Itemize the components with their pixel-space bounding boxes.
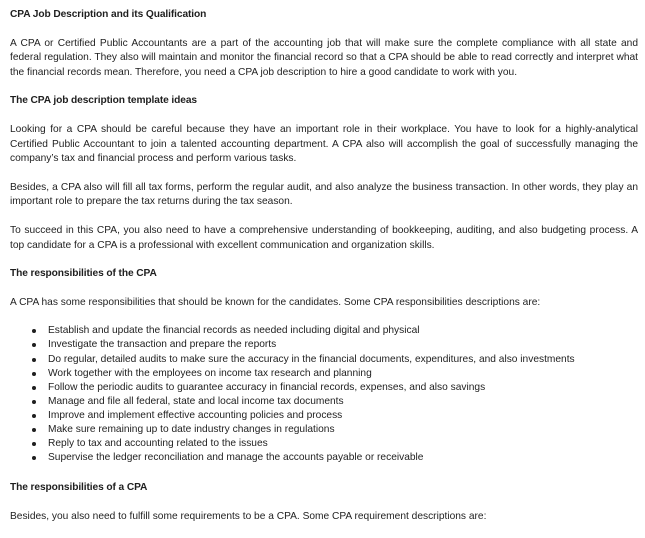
list-item	[32, 353, 638, 367]
list-item-text: Supervise the ledger reconciliation and manage the accounts payable or receivable	[48, 452, 424, 464]
bullet-icon	[32, 386, 36, 390]
bullet-icon	[32, 414, 36, 418]
bullet-icon	[32, 442, 36, 446]
bullet-icon	[32, 372, 36, 376]
list-item	[32, 423, 638, 437]
bullet-icon	[32, 400, 36, 404]
section-heading-template-ideas: The CPA job description template ideas	[10, 95, 197, 107]
list-item-text: Make sure remaining up to date industry changes in regulations	[48, 423, 335, 435]
section-heading-requirements: The responsibilities of a CPA	[10, 482, 148, 494]
paragraph-requirements-intro: Besides, you also need to fulfill some requirements to be a CPA. Some CPA requirement descriptions are:	[10, 510, 487, 522]
list-item-text: Work together with the employees on income tax research and planning	[48, 367, 372, 379]
document-title: CPA Job Description and its Qualification	[10, 9, 207, 20]
bullet-icon	[32, 329, 36, 333]
list-item-text: Investigate the transaction and prepare the reports	[48, 339, 277, 351]
section-heading-responsibilities: The responsibilities of the CPA	[10, 268, 157, 280]
list-item	[32, 451, 638, 465]
list-item	[32, 338, 638, 352]
list-item-text: Reply to tax and accounting related to the issues	[48, 438, 268, 450]
responsibilities-list	[10, 324, 638, 465]
list-item	[32, 381, 638, 395]
paragraph-responsibilities-intro: A CPA has some responsibilities that should be known for the candidates. Some CPA responsibilities descriptions are:	[10, 296, 541, 308]
paragraph-tax-forms: Besides, a CPA also will fill all tax forms, perform the regular audit, and also analyze the business transaction. In other words, they play an important role to prepare the tax returns during the tax season.	[10, 181, 638, 208]
list-item	[32, 395, 638, 409]
bullet-icon	[32, 456, 36, 460]
list-item-text: Establish and update the financial records as needed including digital and physical	[48, 325, 420, 337]
bullet-icon	[32, 343, 36, 347]
paragraph-succeed: To succeed in this CPA, you also need to have a comprehensive understanding of bookkeeping, auditing, and also budgeting process. A top candidate for a CPA is a professional with excellent communication and organization skills.	[10, 224, 638, 251]
list-item-text: Follow the periodic audits to guarantee accuracy in financial records, expenses, and also savings	[48, 381, 486, 393]
paragraph-looking-for-cpa: Looking for a CPA should be careful because they have an important role in their workplace. You have to look for a highly-analytical Certified Public Accountant to join a talented accounting department. A CPA also will accomplish the goal of successfully managing the company’s tax and financial process and perform various tasks.	[10, 123, 638, 165]
list-item	[32, 324, 638, 338]
bullet-icon	[32, 358, 36, 362]
intro-paragraph: A CPA or Certified Public Accountants are a part of the accounting job that will make sure the complete compliance with all state and federal regulation. They also will maintain and monitor the financial record so that a CPA should be able to read correctly and interpret what the financial records mean. Therefore, you need a CPA job description to hire a good candidate to work with you.	[10, 37, 638, 78]
list-item-text: Do regular, detailed audits to make sure the accuracy in the financial documents, expenditures, and also investments	[48, 353, 575, 365]
list-item	[32, 409, 638, 423]
list-item-text: Manage and file all federal, state and local income tax documents	[48, 395, 344, 407]
list-item	[32, 367, 638, 381]
list-item	[32, 437, 638, 451]
list-item-text: Improve and implement effective accounting policies and process	[48, 409, 343, 421]
document	[10, 8, 638, 538]
bullet-icon	[32, 428, 36, 432]
